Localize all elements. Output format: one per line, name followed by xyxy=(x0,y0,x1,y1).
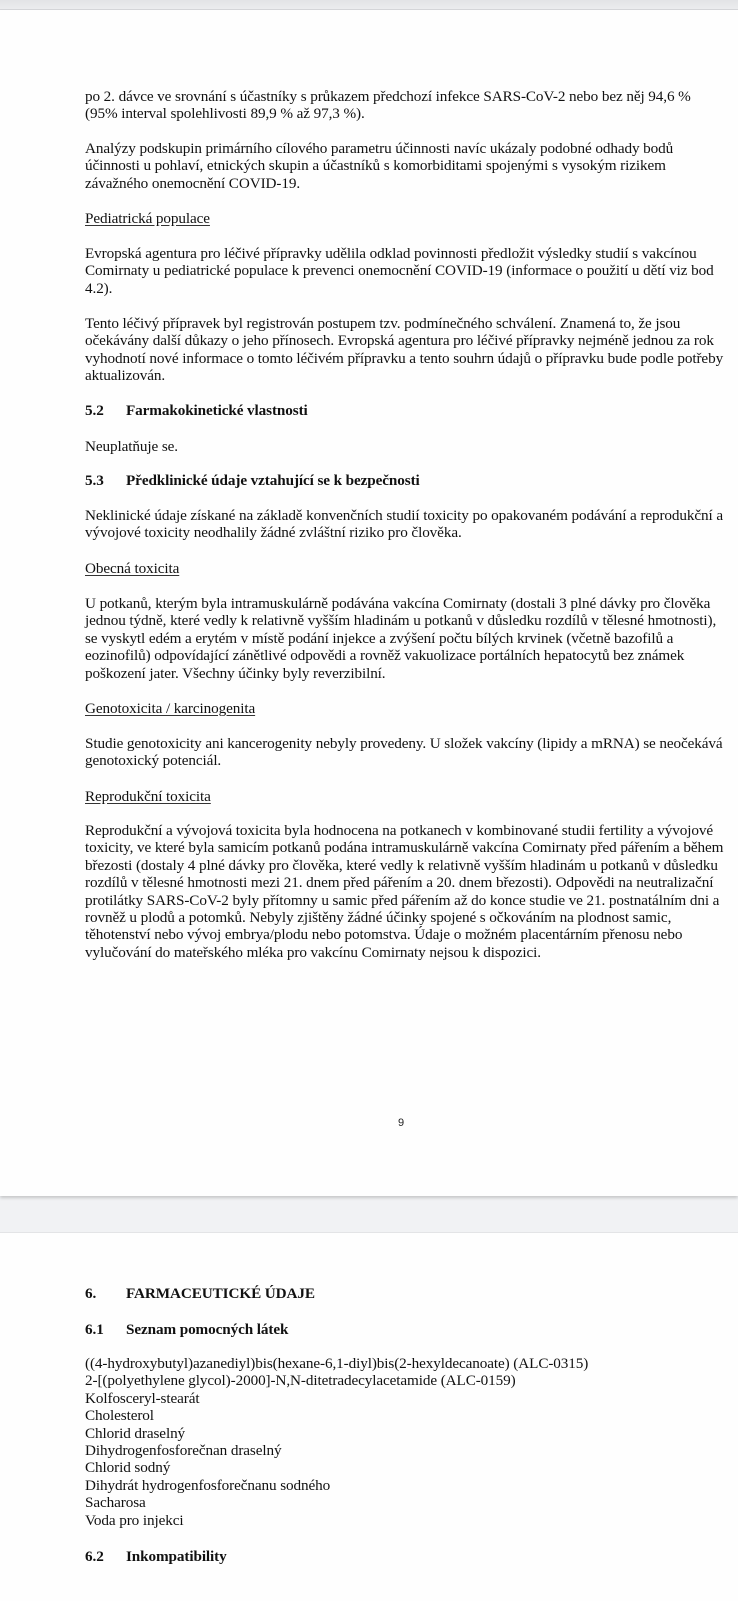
genotoxicity-heading xyxy=(85,700,725,717)
section-6-2-heading xyxy=(85,1548,725,1565)
document-page-10 xyxy=(0,1232,738,1601)
section-number: 6.1 xyxy=(85,1321,104,1338)
subheading-text: Genotoxicita / karcinogenita xyxy=(85,700,256,717)
section-5-3-body xyxy=(85,507,725,542)
document-page-9 xyxy=(0,10,738,1196)
section-6-1-heading xyxy=(85,1321,725,1338)
paragraph-text: Tento léčivý přípravek byl registrován postupem tzv. podmínečného schválení. Znamená to, že jsou očekávány další důkazy o jeho přínosech. Evropská agentura pro léčivé přípravky nejméně jednou za rok vyhodnotí nové informace o tomto léčivém přípravku a tento souhrn údajů o přípravku bude podle potřeby aktualizován. xyxy=(85,315,724,385)
list-item: Dihydrát hydrogenfosforečnanu sodného xyxy=(85,1476,331,1494)
list-item: Sacharosa xyxy=(85,1494,146,1512)
paragraph-text: Reprodukční a vývojová toxicita byla hodnocena na potkanech v kombinované studii fertility a vývojové toxicity, ve které byla samicím potkanů podána intramuskulárně vakcína Comirnaty před pářením a během březosti (dostaly 4 plné dávky pro člověka, které vedly k relativně vyšším hladinám u potkanů v důsledku rozdílů v tělesné hmotnosti mezi 21. dnem před pářením a 20. dnem březosti). Odpovědi na neutralizační protilátky SARS-CoV-2 byly přítomny u samic před pářením až do konce studie ve 21. postnatálním dni a rovněž u plodů a potomků. Nebyly zjištěny žádné účinky spojené s očkováním na plodnost samic, těhotenství nebo vývoj embrya/plodu nebo potomstva. Údaje o možném placentárním přenosu nebo vylučování do mateřského mléka pro vakcínu Comirnaty nejsou k dispozici. xyxy=(85,822,724,961)
genotoxicity-paragraph xyxy=(85,735,725,770)
efficacy-paragraph xyxy=(85,88,725,123)
pediatric-paragraph-2 xyxy=(85,315,725,385)
paragraph-text: Neklinické údaje získané na základě konvenčních studií toxicity po opakovaném podávání a reprodukční a vývojové toxicity neodhalily žádné zvláštní riziko pro člověka. xyxy=(85,507,723,542)
list-item: Kolfosceryl-stearát xyxy=(85,1389,200,1407)
section-number: 5.3 xyxy=(85,472,104,489)
paragraph-text: U potkanů, kterým byla intramuskulárně podávána vakcína Comirnaty (dostali 3 plné dávky pro člověka jednou týdně, které vedly k relativně vyšším hladinám u potkanů v důsledku rozdílů v tělesné hmotnosti), se vyskytl edém a erytém v místě podání injekce a zvýšení počtu bílých krvinek (včetně bazofilů a eozinofilů) odpovídající zánětlivé odpovědi a rovněž vakuolizace portálních hepatocytů bez známek poškození jater. Všechny účinky byly reverzibilní. xyxy=(85,595,717,682)
section-number: 6. xyxy=(85,1285,97,1302)
section-5-3-heading xyxy=(85,472,725,489)
pediatric-heading xyxy=(85,210,725,227)
section-title: Seznam pomocných látek xyxy=(126,1321,289,1338)
list-item: Voda pro injekci xyxy=(85,1511,184,1529)
section-title: Farmakokinetické vlastnosti xyxy=(126,402,308,419)
paragraph-text: Analýzy podskupin primárního cílového parametru účinnosti navíc ukázaly podobné odhady bodů účinnosti u pohlaví, etnických skupin a účastníků s komorbiditami spojenými s vysokým rizikem závažného onemocnění COVID-19. xyxy=(85,140,674,192)
section-number: 5.2 xyxy=(85,402,104,419)
section-title: Inkompatibility xyxy=(126,1548,227,1565)
subheading-text: Obecná toxicita xyxy=(85,560,180,577)
excipients-list xyxy=(85,1355,725,1529)
viewer-top-bar xyxy=(0,0,738,10)
section-6-heading xyxy=(85,1285,725,1302)
list-item: ((4-hydroxybutyl)azanediyl)bis(hexane-6,1-diyl)bis(2-hexyldecanoate) (ALC-0315) xyxy=(85,1355,589,1372)
reproductive-toxicity-heading xyxy=(85,788,725,805)
reproductive-toxicity-paragraph xyxy=(85,822,725,961)
general-toxicity-paragraph xyxy=(85,595,725,682)
paragraph-text: Studie genotoxicity ani kancerogenity nebyly provedeny. U složek vakcíny (lipidy a mRNA) se neočekává genotoxický potenciál. xyxy=(85,735,723,770)
section-5-2-heading xyxy=(85,402,725,419)
paragraph-text: Neuplatňuje se. xyxy=(85,438,178,455)
section-title: Předklinické údaje vztahující se k bezpečnosti xyxy=(126,472,420,489)
page-number: 9 xyxy=(398,1117,405,1129)
list-item: Chlorid draselný xyxy=(85,1424,186,1442)
list-item: Dihydrogenfosforečnan draselný xyxy=(85,1442,282,1460)
section-title: FARMACEUTICKÉ ÚDAJE xyxy=(126,1285,315,1302)
paragraph-text: po 2. dávce ve srovnání s účastníky s průkazem předchozí infekce SARS-CoV-2 nebo bez něj 94,6 % (95% interval spolehlivosti 89,9 % až 97,3 %). xyxy=(85,88,691,123)
subheading-text: Pediatrická populace xyxy=(85,210,210,227)
subheading-text: Reprodukční toxicita xyxy=(85,788,211,805)
list-item: Cholesterol xyxy=(85,1407,154,1425)
section-5-2-body xyxy=(85,438,725,455)
paragraph-text: Evropská agentura pro léčivé přípravky udělila odklad povinnosti předložit výsledky studií s vakcínou Comirnaty u pediatrické populace k prevenci onemocnění COVID-19 (informace o použití u dětí viz bod 4.2). xyxy=(85,245,714,297)
subgroup-analysis-paragraph xyxy=(85,140,725,192)
general-toxicity-heading xyxy=(85,560,725,577)
section-number: 6.2 xyxy=(85,1548,104,1565)
pediatric-paragraph-1 xyxy=(85,245,725,297)
list-item: Chlorid sodný xyxy=(85,1459,171,1477)
list-item: 2-[(polyethylene glycol)-2000]-N,N-ditetradecylacetamide (ALC-0159) xyxy=(85,1372,516,1390)
